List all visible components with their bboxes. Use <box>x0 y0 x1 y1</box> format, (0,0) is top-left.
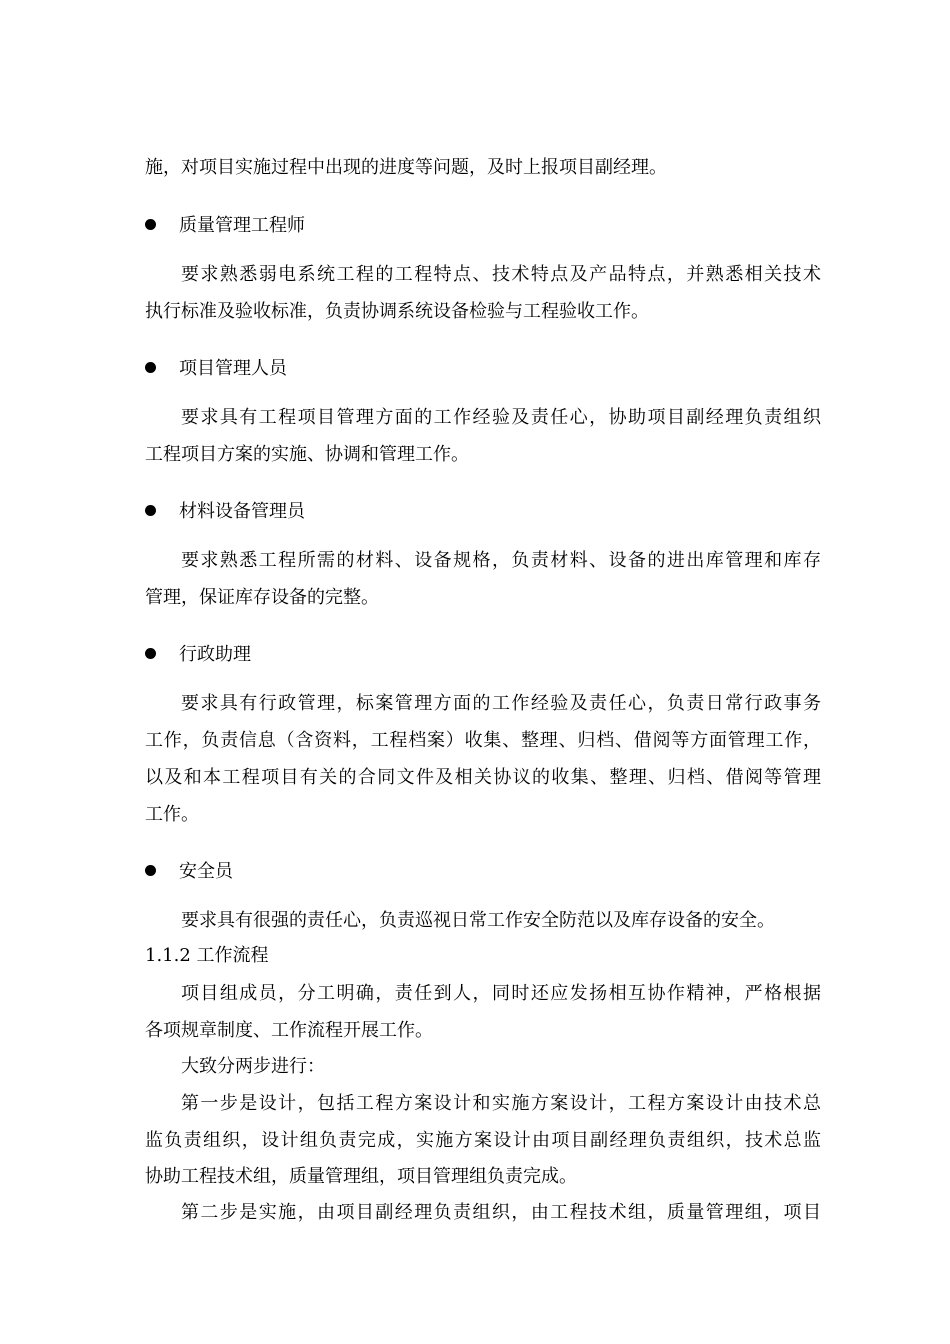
text-line: 管理，保证库存设备的完整。 <box>145 587 379 608</box>
bullet-label: 质量管理工程师 <box>179 215 305 236</box>
text-line: 各项规章制度、工作流程开展工作。 <box>145 1020 433 1041</box>
bullet-item-materials-manager <box>145 500 305 524</box>
bullet-label: 项目管理人员 <box>179 358 287 379</box>
text-line: 要求熟悉弱电系统工程的工程特点、技术特点及产品特点，并熟悉相关技术 <box>181 264 821 285</box>
bullet-icon <box>145 865 156 876</box>
bullet-item-safety-officer <box>145 860 233 884</box>
section-heading: 1.1.2 工作流程 <box>145 945 269 966</box>
bullet-icon <box>145 505 156 516</box>
text-line: 监负责组织，设计组负责完成，实施方案设计由项目副经理负责组织，技术总监 <box>145 1130 821 1151</box>
bullet-item-quality-engineer <box>145 214 305 238</box>
text-line: 工作。 <box>145 804 199 825</box>
text-line: 协助工程技术组，质量管理组，项目管理组负责完成。 <box>145 1166 577 1187</box>
text-line: 要求熟悉工程所需的材料、设备规格，负责材料、设备的进出库管理和库存 <box>181 550 821 571</box>
bullet-item-project-staff <box>145 357 287 381</box>
bullet-label: 安全员 <box>179 861 233 882</box>
bullet-icon <box>145 219 156 230</box>
text-line: 大致分两步进行： <box>181 1056 325 1077</box>
text-line: 工作，负责信息（含资料，工程档案）收集、整理、归档、借阅等方面管理工作， <box>145 730 821 751</box>
bullet-label: 行政助理 <box>179 644 251 665</box>
bullet-icon <box>145 362 156 373</box>
text-line: 项目组成员，分工明确，责任到人，同时还应发扬相互协作精神，严格根据 <box>181 983 821 1004</box>
bullet-label: 材料设备管理员 <box>179 501 305 522</box>
text-line: 以及和本工程项目有关的合同文件及相关协议的收集、整理、归档、借阅等管理 <box>145 767 821 788</box>
text-line: 第二步是实施，由项目副经理负责组织，由工程技术组，质量管理组，项目 <box>181 1202 821 1223</box>
text-line: 要求具有很强的责任心，负责巡视日常工作安全防范以及库存设备的安全。 <box>181 910 775 931</box>
text-line: 执行标准及验收标准，负责协调系统设备检验与工程验收工作。 <box>145 301 649 322</box>
bullet-item-admin-assistant <box>145 643 251 667</box>
text-line: 要求具有工程项目管理方面的工作经验及责任心，协助项目副经理负责组织 <box>181 407 821 428</box>
text-line: 工程项目方案的实施、协调和管理工作。 <box>145 444 469 465</box>
text-line: 要求具有行政管理，标案管理方面的工作经验及责任心，负责日常行政事务 <box>181 693 821 714</box>
text-line: 第一步是设计，包括工程方案设计和实施方案设计，工程方案设计由技术总 <box>181 1093 821 1114</box>
bullet-icon <box>145 648 156 659</box>
text-line: 施，对项目实施过程中出现的进度等问题，及时上报项目副经理。 <box>145 157 667 178</box>
